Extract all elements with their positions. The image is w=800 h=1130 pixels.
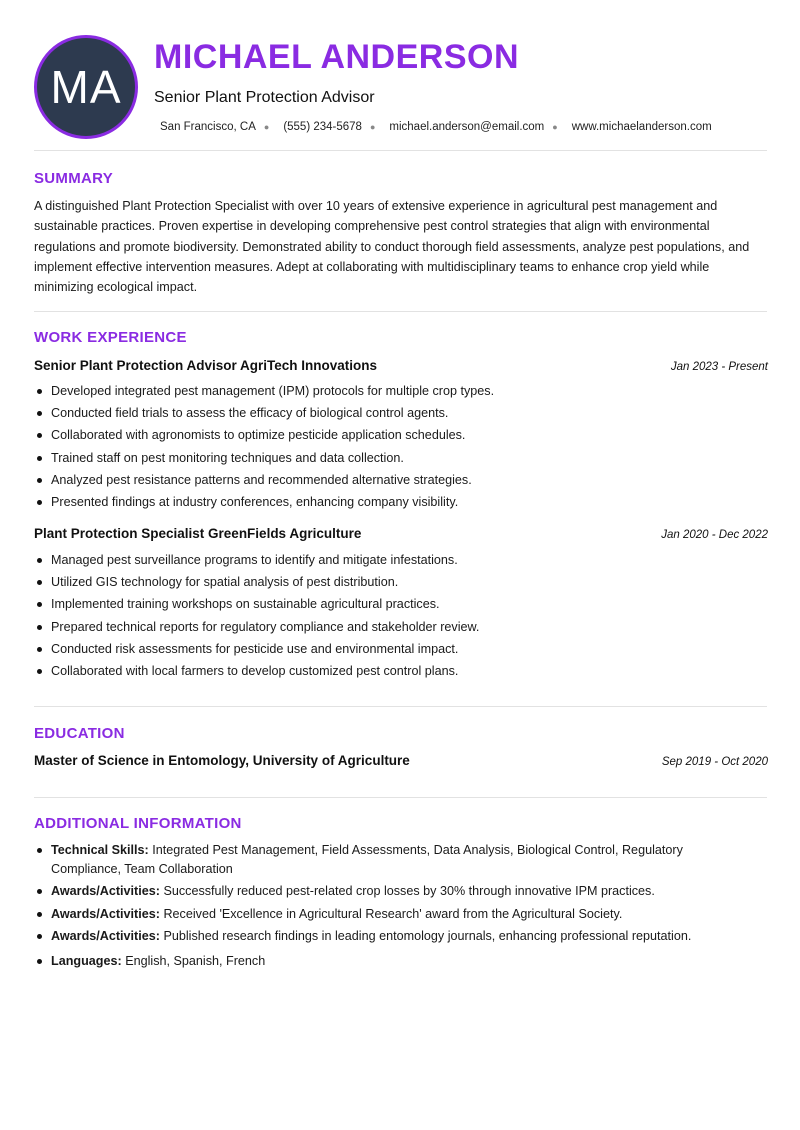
contact-row: [160, 121, 712, 133]
job-header: [34, 358, 768, 373]
info-text: Successfully reduced pest-related crop losses by 30% through innovative IPM practices.: [163, 884, 655, 899]
list-item: Collaborated with agronomists to optimize pesticide application schedules.: [34, 424, 764, 446]
info-text: Integrated Pest Management, Field Assessments, Data Analysis, Biological Control, Regulatory Compliance, Team Collaboration: [51, 843, 683, 876]
list-item: Trained staff on pest monitoring techniques and data collection.: [34, 447, 764, 469]
experience-heading: WORK EXPERIENCE: [34, 329, 187, 346]
education-heading: EDUCATION: [34, 725, 125, 742]
list-item: Prepared technical reports for regulatory compliance and stakeholder review.: [34, 616, 764, 638]
job-dates: Jan 2020 - Dec 2022: [661, 529, 768, 541]
list-item: [34, 905, 724, 924]
list-item: Analyzed pest resistance patterns and recommended alternative strategies.: [34, 469, 764, 491]
list-item: Managed pest surveillance programs to identify and mitigate infestations.: [34, 549, 764, 571]
contact-phone[interactable]: (555) 234-5678: [283, 121, 362, 133]
list-item: Presented findings at industry conferences, enhancing company visibility.: [34, 491, 764, 513]
list-item: [34, 882, 724, 901]
education-entry: [34, 753, 768, 768]
info-label: Awards/Activities:: [51, 906, 160, 921]
candidate-name: MICHAEL ANDERSON: [154, 38, 520, 76]
divider: [34, 706, 767, 707]
contact-website[interactable]: www.michaelanderson.com: [571, 121, 712, 133]
separator-dot-icon: ●: [552, 122, 558, 132]
info-text: Received 'Excellence in Agricultural Research' award from the Agricultural Society.: [163, 906, 623, 921]
education-dates: Sep 2019 - Oct 2020: [661, 756, 768, 768]
info-label: Technical Skills:: [51, 843, 149, 857]
job-dates: Jan 2023 - Present: [670, 361, 768, 373]
separator-dot-icon: ●: [263, 122, 270, 132]
additional-heading: ADDITIONAL INFORMATION: [34, 815, 242, 832]
avatar: [34, 35, 138, 139]
summary-heading: SUMMARY: [34, 170, 114, 187]
job-bullets: [34, 380, 764, 513]
contact-location: San Francisco, CA: [160, 121, 256, 133]
list-item: Implemented training workshops on sustainable agricultural practices.: [34, 593, 764, 615]
list-item: [34, 952, 724, 971]
list-item: Conducted risk assessments for pesticide use and environmental impact.: [34, 638, 764, 660]
additional-list: [34, 841, 724, 974]
contact-email[interactable]: michael.anderson@email.com: [389, 121, 545, 133]
divider: [34, 311, 767, 312]
summary-text: A distinguished Plant Protection Specialist with over 10 years of extensive experience in agricultural pest management and sustainable practices. Proven expertise in developing comprehensive pest control strategies that align with environmental regulations and promote biodiversity. Demonstrated ability to conduct thorough field assessments, analyze pest populations, and implement effective intervention measures. Adept at collaborating with multidisciplinary teams to enhance crop yield while minimizing ecological impact.: [34, 199, 750, 295]
divider: [34, 797, 767, 798]
info-text: Published research findings in leading entomology journals, enhancing professional reputation.: [163, 928, 692, 943]
info-label: Languages:: [51, 953, 122, 968]
list-item: Conducted field trials to assess the efficacy of biological control agents.: [34, 402, 764, 424]
list-item: [34, 841, 724, 879]
info-text: English, Spanish, French: [125, 953, 266, 968]
divider: [34, 150, 767, 151]
list-item: Utilized GIS technology for spatial analysis of pest distribution.: [34, 571, 764, 593]
avatar-initials: MA: [50, 61, 122, 113]
list-item: Collaborated with local farmers to develop customized pest control plans.: [34, 660, 764, 682]
candidate-title: Senior Plant Protection Advisor: [154, 89, 375, 106]
job-header: [34, 526, 768, 541]
list-item: [34, 927, 724, 946]
degree: Master of Science in Entomology, University of Agriculture: [34, 753, 410, 768]
info-label: Awards/Activities:: [51, 884, 160, 899]
job-bullets: [34, 549, 764, 682]
job-title: Senior Plant Protection Advisor AgriTech Innovations: [34, 358, 378, 373]
job-title: Plant Protection Specialist GreenFields Agriculture: [34, 526, 362, 541]
info-label: Awards/Activities:: [51, 928, 160, 943]
list-item: Developed integrated pest management (IPM) protocols for multiple crop types.: [34, 380, 764, 402]
separator-dot-icon: ●: [369, 122, 376, 132]
